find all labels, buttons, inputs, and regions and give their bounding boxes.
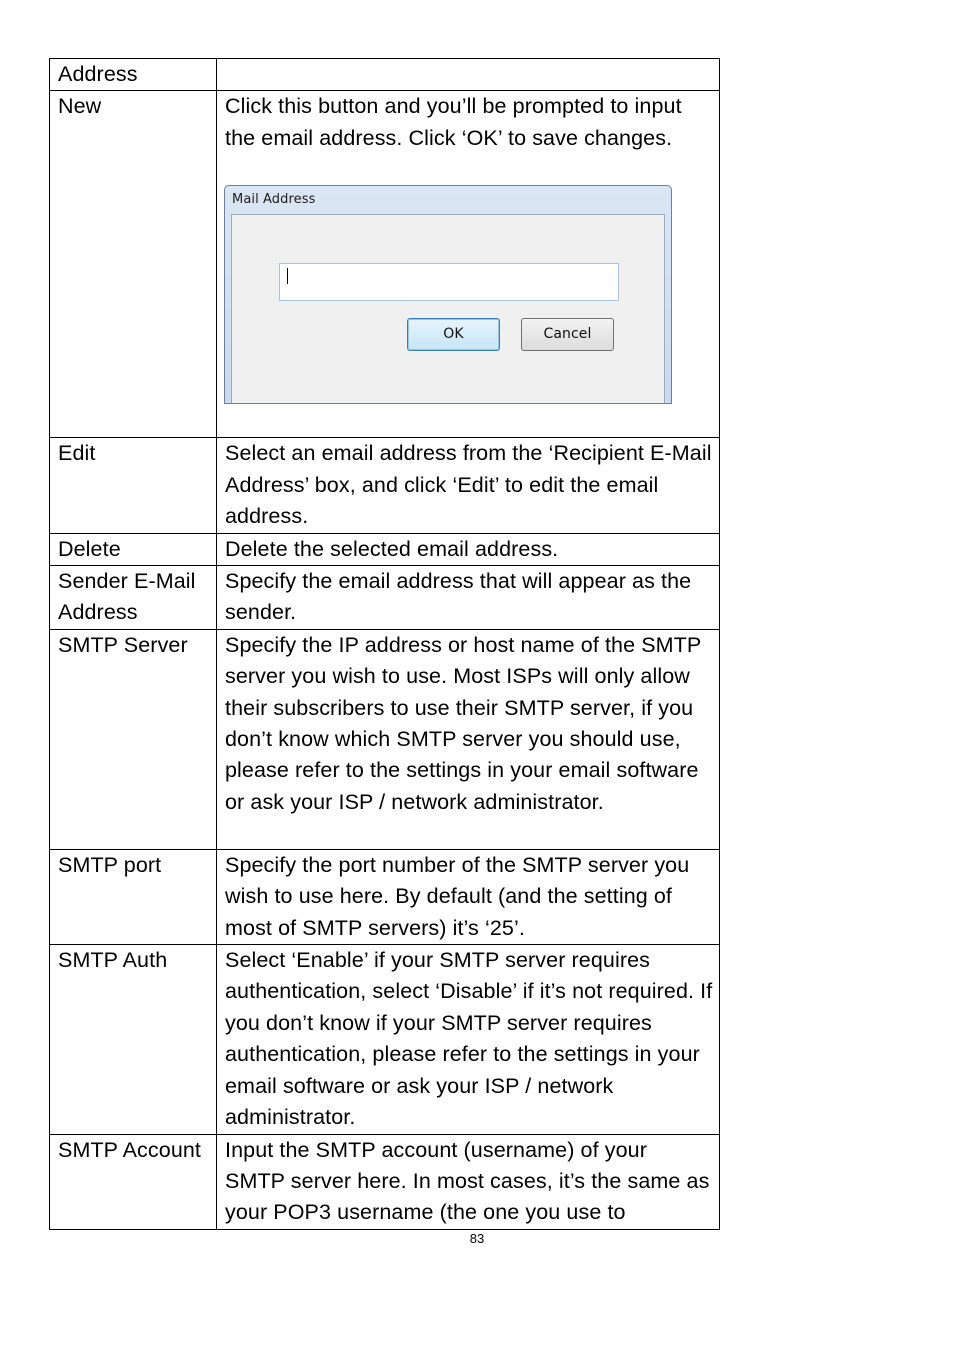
ok-button[interactable]: OK xyxy=(407,318,500,351)
term-cell: SMTP port xyxy=(50,849,217,944)
text-caret xyxy=(287,268,288,284)
table-row xyxy=(50,945,720,1134)
description-text: Click this button and you’ll be prompted to input the email address. Click ‘OK’ to save changes. xyxy=(225,94,682,150)
table-row xyxy=(50,533,720,565)
settings-table xyxy=(49,58,720,1230)
description-cell: Specify the IP address or host name of the SMTP server you wish to use. Most ISPs will only allow their subscribers to use their SMTP server, if you don’t know which SMTP server you should use, please refer to the settings in your email software or ask your ISP / network administrator. xyxy=(217,629,720,849)
dialog-title: Mail Address xyxy=(232,192,316,208)
term-cell: SMTP Account xyxy=(50,1134,217,1229)
description-cell: Select an email address from the ‘Recipient E-Mail Address’ box, and click ‘Edit’ to edit the email address. xyxy=(217,438,720,533)
term-cell: SMTP Server xyxy=(50,629,217,849)
table-row xyxy=(50,438,720,533)
description-cell: Input the SMTP account (username) of your SMTP server here. In most cases, it’s the same as your POP3 username (the one you use to xyxy=(217,1134,720,1229)
spacer xyxy=(225,154,713,171)
term-cell: Delete xyxy=(50,533,217,565)
table-row xyxy=(50,849,720,944)
description-cell: Specify the email address that will appear as the sender. xyxy=(217,566,720,630)
description-cell: Delete the selected email address. xyxy=(217,533,720,565)
term-cell: Address xyxy=(50,59,217,91)
term-cell: Edit xyxy=(50,438,217,533)
mail-address-dialog xyxy=(224,185,672,404)
table-row xyxy=(50,59,720,91)
description-cell: Select ‘Enable’ if your SMTP server requires authentication, select ‘Disable’ if it’s not required. If you don’t know if your SMTP server requires authentication, please refer to the settings in your email software or ask your ISP / network administrator. xyxy=(217,945,720,1134)
term-cell: New xyxy=(50,91,217,438)
description-cell xyxy=(217,91,720,438)
email-address-input[interactable] xyxy=(279,263,619,301)
table-row xyxy=(50,91,720,438)
description-cell xyxy=(217,59,720,91)
term-cell: Sender E-Mail Address xyxy=(50,566,217,630)
table-row xyxy=(50,1134,720,1229)
table-row xyxy=(50,566,720,630)
dialog-body xyxy=(231,214,665,403)
cancel-button[interactable]: Cancel xyxy=(521,318,614,351)
description-cell: Specify the port number of the SMTP server you wish to use here. By default (and the setting of most of SMTP servers) it’s ‘25’. xyxy=(217,849,720,944)
table-row xyxy=(50,629,720,849)
page-number: 83 xyxy=(469,1231,485,1246)
term-cell: SMTP Auth xyxy=(50,945,217,1134)
